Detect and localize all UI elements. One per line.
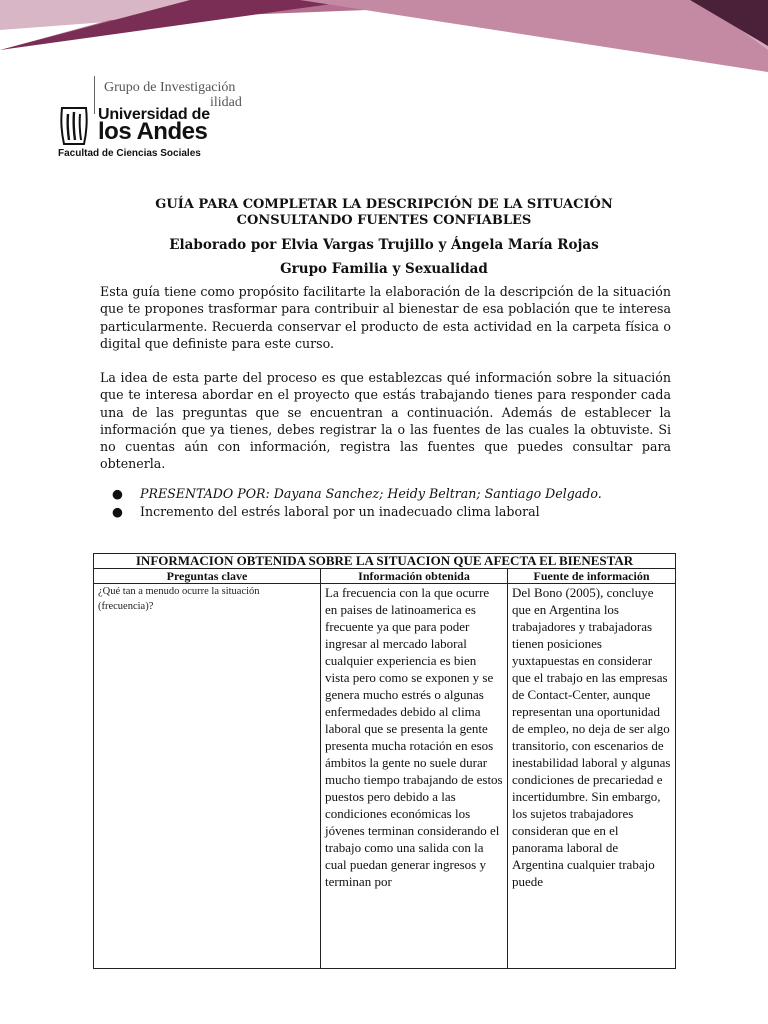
list-item xyxy=(112,485,672,503)
university-crest-icon xyxy=(58,106,90,146)
bullet-list xyxy=(112,485,672,520)
information-table xyxy=(93,553,676,969)
header-banner xyxy=(0,0,768,80)
document-group: Grupo Familia y Sexualidad xyxy=(280,261,488,277)
table-heading: INFORMACION OBTENIDA SOBRE LA SITUACION QUE AFECTA EL BIENESTAR xyxy=(94,554,676,569)
topic-statement: Incremento del estrés laboral por un inadecuado clima laboral xyxy=(140,503,540,519)
table-row xyxy=(94,584,676,969)
column-header-source: Fuente de información xyxy=(508,569,676,584)
instructions-paragraph: La idea de esta parte del proceso es que establezcas qué información sobre la situación que te interesa abordar en el proyecto que estás trabajando tienes para responder cada una de las preguntas que se encuentran a continuación. Además de establecer la información que ya tienes, debes registrar la o las fuentes de las cuales la obtuviste. Si no cuentas aún con información, registra las fuentes que puedes consultar para obtenerla. xyxy=(100,370,671,472)
research-group-label: Grupo de Investigación ilidad xyxy=(104,80,242,110)
question-cell: ¿Qué tan a menudo ocurre la situación (frecuencia)? xyxy=(94,584,321,969)
faculty-name: Facultad de Ciencias Sociales xyxy=(58,148,201,159)
bullet-icon: ● xyxy=(112,503,123,519)
source-cell: Del Bono (2005), concluye que en Argentina los trabajadores y trabajadoras tienen posiciones yuxtapuestas en considerar que el trabajo en las empresas de Contact-Center, aunque representan una oportunidad de empleo, no deja de ser algo transitorio, con escenarios de inestabilidad laboral y algunas condiciones de precariedad e incertidumbre. Sin embargo, los sujetos trabajadores consideran que en el panorama laboral de Argentina cualquier trabajo puede xyxy=(508,584,676,969)
column-header-info: Información obtenida xyxy=(321,569,508,584)
document-title: GUÍA PARA COMPLETAR LA DESCRIPCIÓN DE LA SITUACIÓN CONSULTANDO FUENTES CONFIABLES xyxy=(155,197,613,228)
document-authors: Elaborado por Elvia Vargas Trujillo y Ángela María Rojas xyxy=(169,237,599,253)
column-header-questions: Preguntas clave xyxy=(94,569,321,584)
intro-paragraph: Esta guía tiene como propósito facilitarte la elaboración de la descripción de la situación que te propones trasformar para contribuir al bienestar de esa población que te interesa particularmente. Recuerda conservar el producto de esta actividad en la carpeta física o digital que definiste para este curso. xyxy=(100,284,671,351)
bullet-icon: ● xyxy=(112,486,123,501)
presented-by: PRESENTADO POR: Dayana Sanchez; Heidy Beltran; Santiago Delgado. xyxy=(140,486,602,501)
info-cell: La frecuencia con la que ocurre en paises de latinoamerica es frecuente ya que para poder ingresar al mercado laboral cualquier experiencia es bien vista pero como se exponen y se genera mucho estrés o algunas enfermedades debido al clima laboral que se presenta la gente presenta mucha rotación en esos ámbitos la gente no suele durar mucho tiempo trabajando de estos puestos pero debido a las condiciones económicas los jóvenes terminan considerando el trabajo como una salida con la cual puedan generar ingresos y terminan por xyxy=(321,584,508,969)
list-item xyxy=(112,503,672,521)
university-name-line2: los Andes xyxy=(98,118,208,145)
university-name-line1: Universidad de xyxy=(98,106,210,123)
university-logo xyxy=(58,74,258,164)
